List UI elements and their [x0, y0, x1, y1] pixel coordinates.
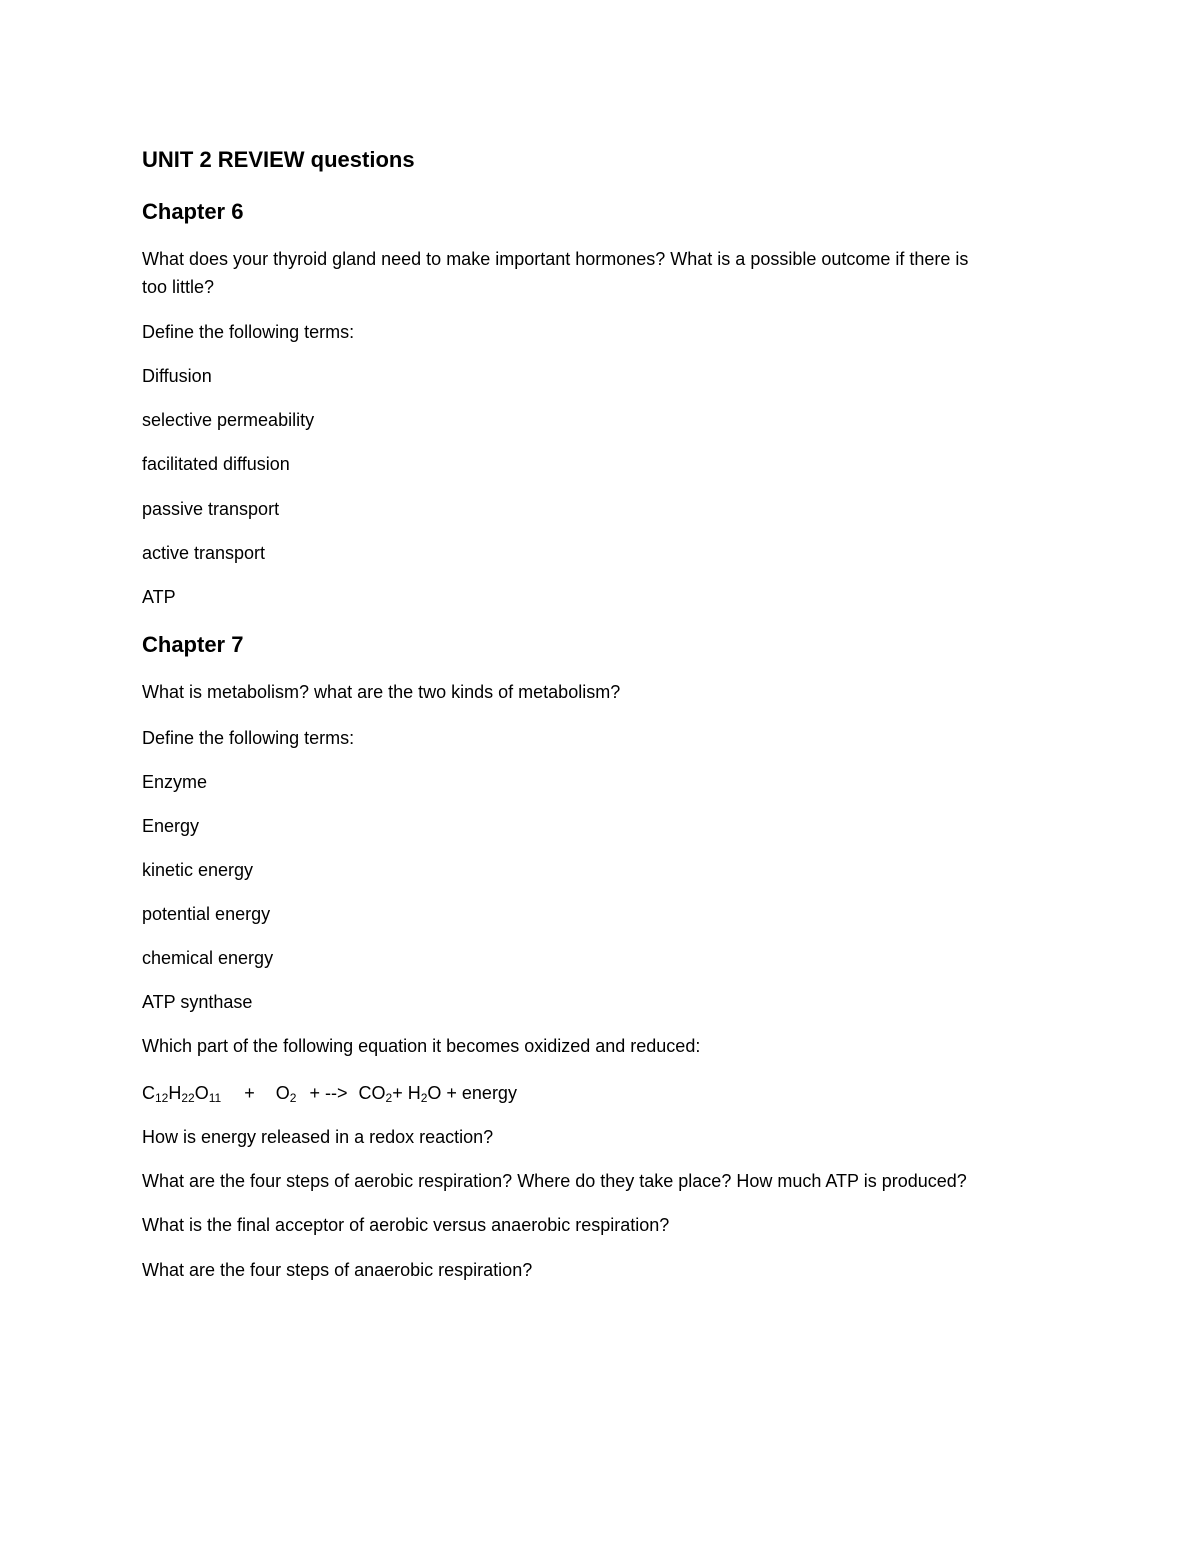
term-chemical-energy: chemical energy — [142, 948, 274, 968]
chapter-6-question-line-1: What does your thyroid gland need to make important hormones? What is a possible outcome if there is — [142, 249, 969, 269]
equation-h-sub: 22 — [181, 1091, 195, 1105]
equation-tail: O + energy — [427, 1083, 517, 1103]
equation-o2-sub: 2 — [289, 1091, 297, 1105]
chapter-7-heading: Chapter 7 — [142, 632, 244, 657]
chapter-7-metabolism-question: What is metabolism? what are the two kinds of metabolism? — [142, 682, 621, 702]
equation-oxygen — [276, 1082, 297, 1104]
question-redox: How is energy released in a redox reaction? — [142, 1127, 494, 1147]
equation-plus-2: + H — [392, 1083, 421, 1103]
equation-o2: O — [275, 1083, 290, 1103]
equation-co2-sub: 2 — [385, 1091, 393, 1105]
chapter-6-define-prompt: Define the following terms: — [142, 322, 355, 342]
chapter-6-question-line-2: too little? — [142, 277, 215, 297]
term-potential-energy: potential energy — [142, 904, 271, 924]
term-energy: Energy — [142, 816, 200, 836]
equation-prompt: Which part of the following equation it becomes oxidized and reduced: — [142, 1036, 701, 1056]
term-diffusion: Diffusion — [142, 366, 212, 386]
equation-arrow: + --> — [309, 1083, 348, 1103]
equation-c: C — [142, 1083, 155, 1103]
equation-co2: CO — [358, 1083, 386, 1103]
equation-o-sub: 11 — [208, 1091, 222, 1105]
term-active-transport: active transport — [142, 543, 266, 563]
term-facilitated-diffusion: facilitated diffusion — [142, 454, 290, 474]
question-aerobic-steps: What are the four steps of aerobic respiration? Where do they take place? How much ATP is produced? — [142, 1171, 967, 1191]
equation-glucose — [142, 1082, 221, 1104]
term-atp-synthase: ATP synthase — [142, 992, 253, 1012]
equation-h2o-sub: 2 — [420, 1091, 428, 1105]
term-atp: ATP — [142, 587, 176, 607]
equation-c-sub: 12 — [155, 1091, 169, 1105]
equation-plus-1: + — [244, 1083, 255, 1103]
question-anaerobic-steps: What are the four steps of anaerobic respiration? — [142, 1260, 533, 1280]
question-final-acceptor: What is the final acceptor of aerobic versus anaerobic respiration? — [142, 1215, 670, 1235]
equation-carbon-dioxide — [359, 1082, 393, 1104]
term-selective-permeability: selective permeability — [142, 410, 315, 430]
document-title: UNIT 2 REVIEW questions — [142, 147, 415, 172]
term-enzyme: Enzyme — [142, 772, 208, 792]
chemical-equation — [142, 1082, 517, 1104]
term-passive-transport: passive transport — [142, 499, 280, 519]
chapter-6-heading: Chapter 6 — [142, 199, 244, 224]
equation-h: H — [168, 1083, 182, 1103]
chapter-7-define-prompt: Define the following terms: — [142, 728, 355, 748]
equation-o: O — [194, 1083, 209, 1103]
term-kinetic-energy: kinetic energy — [142, 860, 254, 880]
